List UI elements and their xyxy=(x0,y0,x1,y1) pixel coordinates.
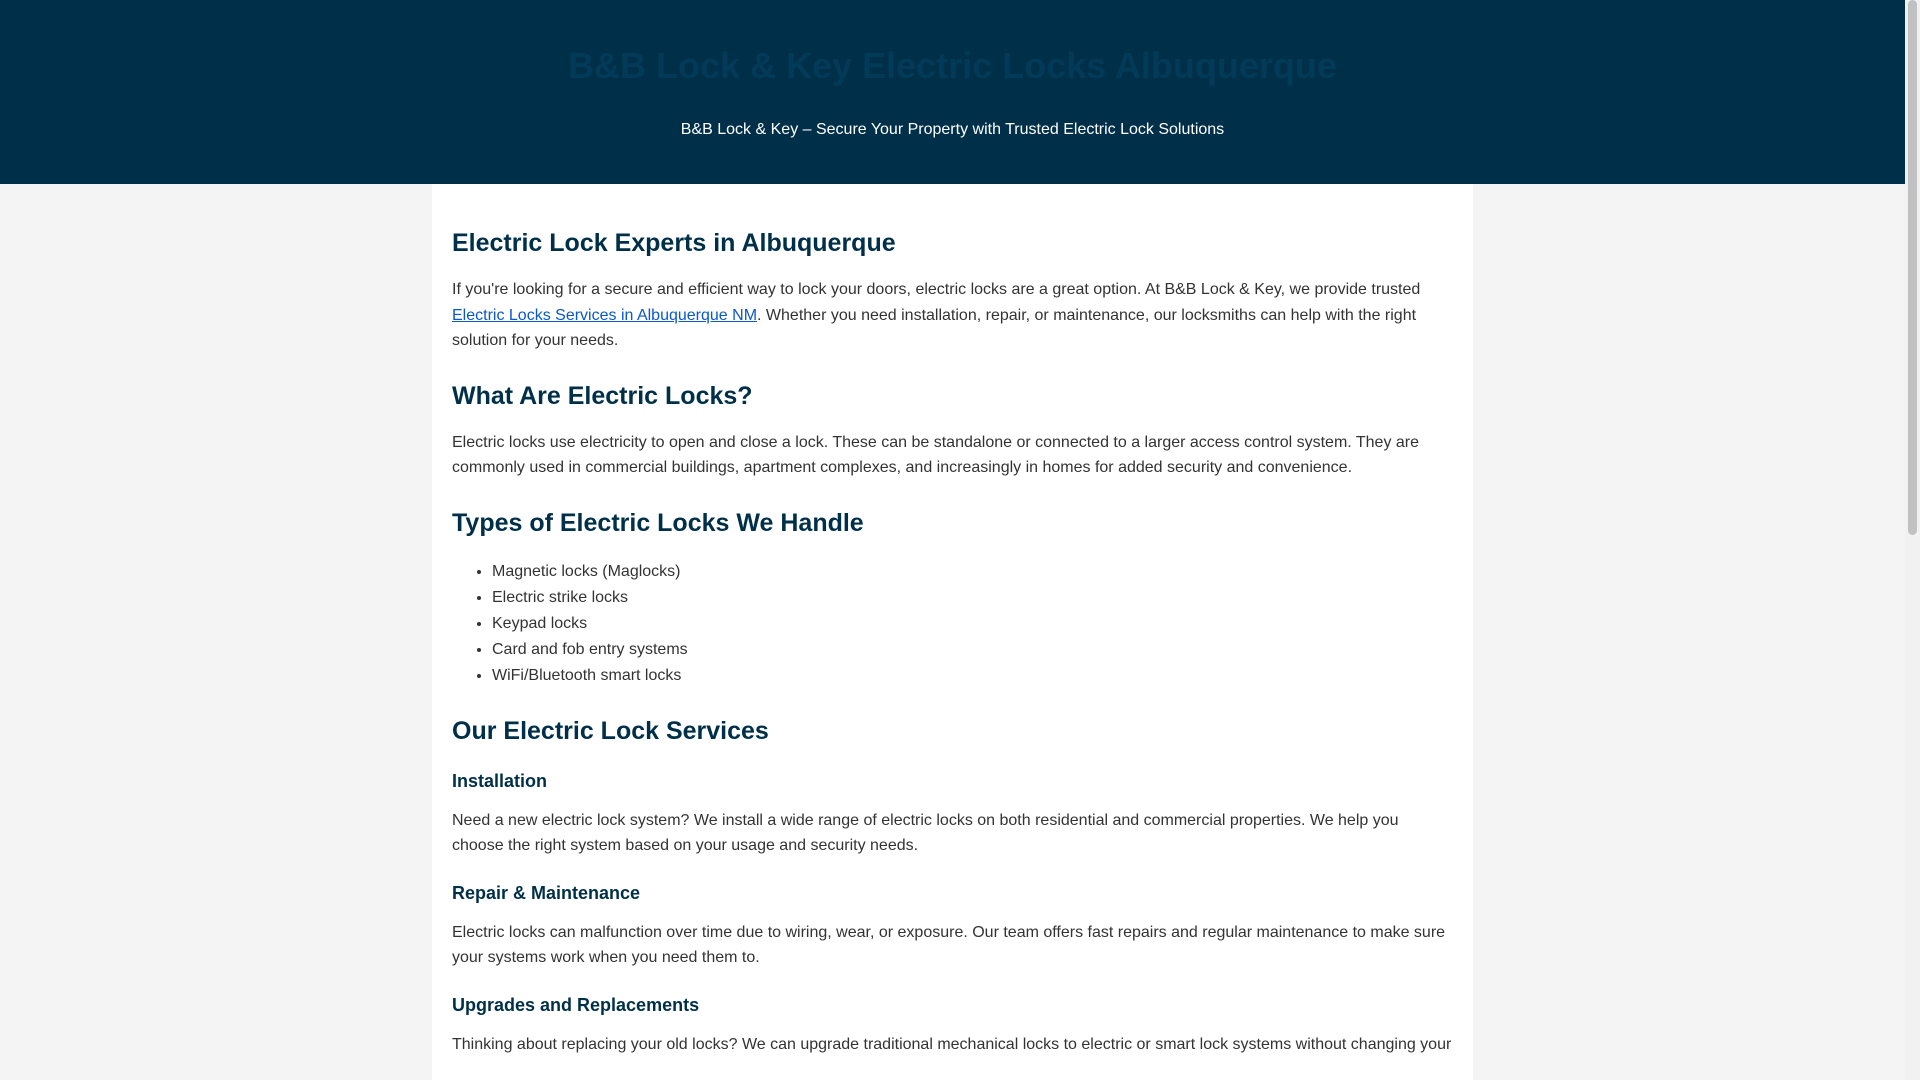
repair-paragraph: Electric locks can malfunction over time due to wiring, wear, or exposure. Our team offers fast repairs and regular maintenance to make sure your systems work when you need them to. xyxy=(452,923,1446,966)
installation-paragraph: Need a new electric lock system? We install a wide range of electric locks on both residential and commercial properties. We help you choose the right system based on your usage and security needs. xyxy=(452,811,1399,854)
what-heading: What Are Electric Locks? xyxy=(452,381,753,410)
site-header xyxy=(0,0,1905,184)
article-title: Electric Lock Experts in Albuquerque xyxy=(452,229,896,257)
list-item: • Card and fob entry systems xyxy=(492,637,1453,663)
site-tagline: B&B Lock & Key – Secure Your Property with Trusted Electric Lock Solutions xyxy=(680,121,1225,138)
intro-paragraph xyxy=(452,277,1453,354)
repair-heading: Repair & Maintenance xyxy=(452,882,641,903)
electric-locks-services-link[interactable]: Electric Locks Services in Albuquerque NM xyxy=(452,306,758,324)
list-item: • Electric strike locks xyxy=(492,585,1453,611)
list-item: • Keypad locks xyxy=(492,611,1453,637)
page-scrollbar[interactable] xyxy=(1905,0,1920,1080)
list-item: • Magnetic locks (Maglocks) xyxy=(492,559,1453,585)
lock-types-list xyxy=(452,559,1453,689)
upgrades-heading: Upgrades and Replacements xyxy=(452,994,700,1015)
intro-text-start: If you're looking for a secure and efficient way to lock your doors, electric locks are a great option. At B&B Lock & Key, we provide trusted xyxy=(452,281,1421,298)
list-item: • WiFi/Bluetooth smart locks xyxy=(492,663,1453,689)
installation-heading: Installation xyxy=(452,770,548,791)
article-content xyxy=(432,184,1473,1080)
upgrades-paragraph: Thinking about replacing your old locks? We can upgrade traditional mechanical locks to electric or smart lock systems without changing your xyxy=(452,1035,1452,1053)
services-heading: Our Electric Lock Services xyxy=(452,716,769,745)
intro-text-end: . Whether you need installation, repair, or maintenance, our locksmiths can help with the right solution for your needs. xyxy=(452,306,1417,349)
types-heading: Types of Electric Locks We Handle xyxy=(452,508,864,537)
what-paragraph: Electric locks use electricity to open and close a lock. These can be standalone or connected to a larger access control system. They are commonly used in commercial buildings, apartment complexes, and increasingly in homes for added security and convenience. xyxy=(452,433,1420,476)
site-title[interactable]: B&B Lock & Key Electric Locks Albuquerque xyxy=(568,45,1337,86)
scrollbar-thumb[interactable] xyxy=(1908,0,1917,535)
